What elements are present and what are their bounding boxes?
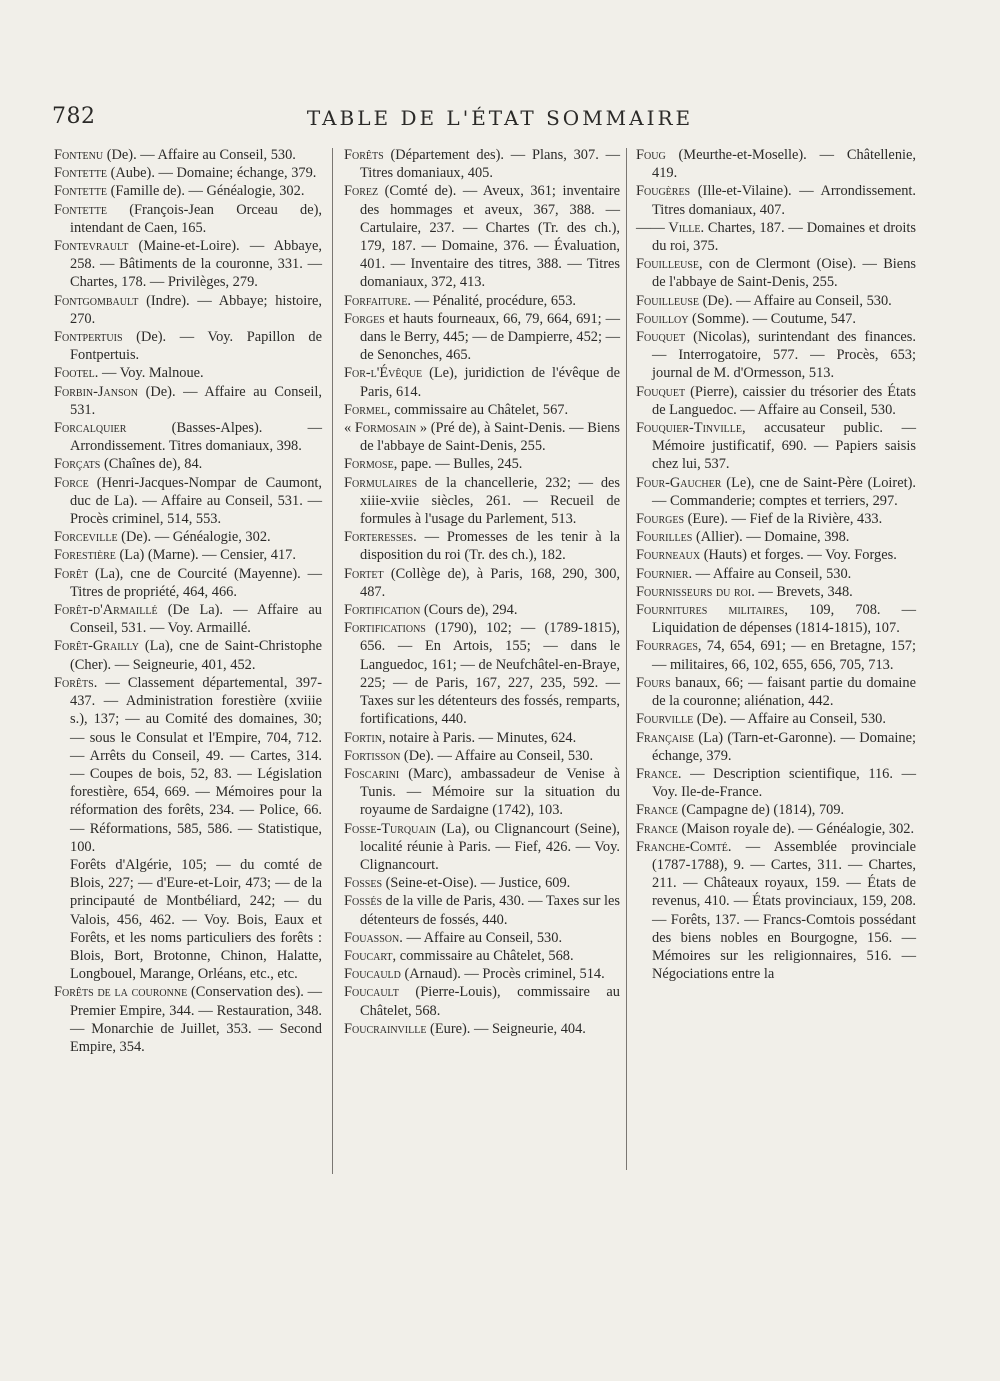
entry-text: . — Voy. Malnoue. [94,365,204,382]
index-entry [636,182,916,218]
index-entry [54,455,322,473]
entry-heading: Fouilleuse [636,256,699,273]
index-entry [636,729,916,765]
entry-text: , con de Clermont (Oise). — Biens de l'abbaye de Saint-Denis, 255. [652,256,916,291]
entry-text: . — Classement départemental, 397-437. — Administration forestière (xviiie s.), 137; — au Comité des domaines, 30; — sous le Consulat et l'Empire, 704, 712. — Arrêts du Conseil, 49. — Cartes, 314. — Coupes de bois, 52, 83. — Législation forestière, 654, 669. — Mémoires pour la réformation des forêts, 234. — Police, 66. — Réformations, 585, 586. — Statistique, 100. [70,674,322,855]
index-entry [54,637,322,673]
index-entry [54,146,322,164]
entry-heading: Forez [344,183,379,200]
entry-text: (Comté de). — Aveux, 361; inventaire des hommages et aveux, 367, 388. — Cartulaire, 237. — Chartes (Tr. des ch.), 179, 187. — Domaine, 376. — Évaluation, 401. — Inventaire des titres, 388. — Titres domaniaux, 372, 413. [360,183,620,291]
index-entry [344,182,620,291]
entry-text: (Hauts) et forges. — Voy. Forges. [700,547,897,564]
index-entry [54,182,322,200]
index-entry [636,419,916,474]
entry-text: de la ville de Paris, 430. — Taxes sur les détenteurs de fossés, 440. [360,893,620,928]
entry-heading: Formulaires [344,474,418,491]
entry-heading: Forestière [54,547,116,564]
entry-heading: Foug [636,147,666,163]
entry-heading: France [636,820,678,837]
entry-text: banaux, 66; — faisant partie du domaine de la couronne; aliénation, 442. [652,674,916,710]
entry-heading: Fourrages [636,638,698,655]
entry-text: (De). — Affaire au Conseil, 530. [699,292,892,309]
entry-heading: Fosses [344,875,383,892]
entry-heading: Forcalquier [54,420,127,437]
index-entry [344,292,620,310]
entry-heading: Four-Gaucher [636,474,722,491]
entry-text: (1790), 102; — (1789-1815), 656. — En Artois, 155; — dans le Languedoc, 161; — de Neufchâtel-en-Braye, 225; — de Paris, 167, 227, 235, 592. — Taxes sur les détenteurs des fossés, remparts, fortifications, 440. [360,620,620,728]
entry-heading: Franche-Comté [636,838,728,855]
index-entry [344,565,620,601]
index-entry [344,474,620,529]
entry-text: , 74, 654, 691; — en Bretagne, 157; — militaires, 66, 102, 655, 656, 705, 713. [652,638,916,673]
index-entry [636,710,916,728]
entry-text: (La) (Tarn-et-Garonne). — Domaine; échange, 379. [652,729,916,764]
entry-heading: Fouilleuse [636,292,699,309]
entry-heading: Fontenu [54,147,104,163]
entry-heading: Fouasson [344,929,400,946]
entry-heading: Fossés [344,893,383,910]
entry-heading: Fortisson [344,747,401,764]
entry-heading: France [636,765,678,782]
index-entry [344,874,620,892]
index-entry [344,455,620,473]
entry-text: . — Affaire au Conseil, 530. [688,565,852,582]
entry-heading: Fontgombault [54,292,139,309]
entry-text: (Ille-et-Vilaine). — Arrondissement. Titres domaniaux, 407. [652,183,916,218]
column-divider [626,148,627,1170]
entry-text: et hauts fourneaux, 66, 79, 664, 691; — dans le Berry, 445; — de Dampierre, 452; — de Senonches, 465. [360,310,620,364]
entry-text: (Somme). — Coutume, 547. [688,310,856,327]
entry-heading: « Formosain » [344,420,428,437]
entry-heading: Forfaiture [344,292,408,309]
index-entry [344,364,620,400]
index-entry [54,601,322,637]
entry-text: (Famille de). — Généalogie, 302. [107,183,305,200]
entry-text: (De). — Généalogie, 302. [117,529,271,546]
index-entry [636,838,916,984]
index-entry [636,765,916,801]
entry-heading: Force [54,474,89,491]
entry-text: (De). — Affaire au Conseil, 530. [400,747,594,764]
index-entry [636,801,916,819]
index-entry [344,310,620,365]
entry-heading: Fortifications [344,620,426,637]
entry-text: . — Promesses de les tenir à la disposition du roi (Tr. des ch.), 182. [360,529,620,564]
entry-text: (Cours de), 294. [420,602,518,619]
entry-heading: Formose [344,456,394,473]
entry-text: Forêts d'Algérie, 105; — du comté de Blois, 227; — d'Eure-et-Loir, 473; — de la principauté de Montbéliard, 242; — du Valois, 456, 462. — Voy. Bois, Eaux et Forêts, et les noms particuliers des forêts : Blois, Bort, Brotonne, Chinon, Halatte, Longbouel, Marange, Orléans, etc., etc. [70,856,322,983]
entry-heading: Fortification [344,602,421,619]
entry-text: , pape. — Bulles, 245. [393,456,523,473]
entry-text: , accusateur public. — Mémoire justificatif, 690. — Papiers saisis chez lui, 537. [652,420,916,473]
entry-text: (Campagne de) (1814), 709. [677,802,845,819]
index-entry [54,201,322,237]
entry-text: (Maine-et-Loire). — Abbaye, 258. — Bâtiments de la couronne, 331. — Chartes, 178. — Privilèges, 279. [70,238,322,291]
entry-text: (Basses-Alpes). — Arrondissement. Titres domaniaux, 398. [70,420,322,455]
index-entry [636,474,916,510]
entry-heading: Fours [636,674,671,691]
index-entry [344,765,620,820]
index-entry [344,947,620,965]
entry-text: (Le), juridiction de l'évêque de Paris, 614. [360,365,620,400]
entry-text: (Conservation des). — Premier Empire, 344. — Restauration, 348. — Monarchie de Juillet, 353. — Second Empire, 354. [70,984,322,1055]
entry-heading: Fourges [636,511,685,528]
entry-heading: Footel [54,365,95,382]
entry-text: (Pierre), caissier du trésorier des États de Languedoc. — Affaire au Conseil, 530. [652,383,916,418]
entry-text: . — Pénalité, procédure, 653. [407,292,577,309]
entry-heading: Fougères [636,183,691,200]
entry-text: , commissaire au Châtelet, 567. [387,401,569,418]
index-entry [54,292,322,328]
entry-text: (De). — Affaire au Conseil, 531. [70,383,322,418]
page-number: 782 [52,104,96,129]
index-entry [344,892,620,928]
index-entry [344,528,620,564]
index-entry [344,929,620,947]
index-entry [54,983,322,1056]
entry-text: (Eure). — Seigneurie, 404. [426,1020,586,1037]
index-entry [636,146,916,182]
column-divider [332,148,333,1174]
entry-heading: Fourilles [636,529,693,546]
entry-heading: Fouilloy [636,310,689,327]
index-entry [344,419,620,455]
index-entry [344,965,620,983]
entry-text: (Nicolas), surintendant des finances. — Interrogatoire, 577. — Procès, 653; journal de M. d'Ormesson, 513. [652,329,916,382]
index-entry [54,419,322,455]
entry-heading: Forteresses [344,529,414,546]
entry-text: (La) (Marne). — Censier, 417. [115,547,296,564]
index-entry [344,619,620,728]
entry-heading: Fontette [54,201,107,218]
entry-heading: Forêt [54,565,89,582]
entry-heading: Foucauld [344,966,401,983]
entry-heading: Fortin [344,729,382,746]
entry-text: (Meurthe-et-Moselle). — Châtellenie, 419. [652,147,916,182]
index-column-1 [54,146,322,1056]
entry-heading: Forêts [344,147,384,163]
index-entry [54,237,322,292]
entry-text: , 109, 708. — Liquidation de dépenses (1814-1815), 107. [652,602,916,637]
entry-text: (Collège de), à Paris, 168, 290, 300, 487. [360,565,620,600]
index-entry [344,1020,620,1038]
entry-heading: France [636,802,678,819]
index-entry [54,528,322,546]
entry-text: . — Brevets, 348. [751,583,853,600]
entry-text: (Le), cne de Saint-Père (Loiret). — Commanderie; comptes et terriers, 297. [652,474,916,509]
entry-heading: Fortet [344,565,384,582]
entry-text: (De La). — Affaire au Conseil, 531. — Voy. Armaillé. [70,602,322,637]
index-entry [344,747,620,765]
index-entry [636,255,916,291]
index-entry [54,164,322,182]
entry-heading: Formel [344,401,388,418]
index-entry [636,820,916,838]
entry-text: de la chancellerie, 232; — des xiiie-xviie siècles, 261. — Recueil de formules à l'usage du Parlement, 513. [360,474,620,528]
index-entry [54,674,322,856]
running-title: TABLE DE L'ÉTAT SOMMAIRE [306,106,694,130]
entry-text: (Henri-Jacques-Nompar de Caumont, duc de La). — Affaire au Conseil, 531. — Procès criminel, 514, 553. [70,474,322,528]
entry-text: (Aube). — Domaine; échange, 379. [107,165,317,182]
entry-text: . Chartes, 187. — Domaines et droits du roi, 375. [652,219,916,255]
index-entry [636,637,916,673]
index-entry [344,820,620,875]
entry-text: . — Affaire au Conseil, 530. [399,929,563,946]
entry-heading: Fournier [636,565,689,582]
entry-heading: —— Ville [636,219,701,236]
entry-heading: Fontevrault [54,238,129,255]
entry-text: (La), cne de Saint-Christophe (Cher). — Seigneurie, 401, 452. [70,638,322,673]
entry-text: (La), cne de Courcité (Mayenne). — Titres de propriété, 464, 466. [70,565,322,600]
entry-heading: For-l'Évêque [344,365,423,382]
index-entry [344,729,620,747]
entry-text: (Allier). — Domaine, 398. [692,529,850,546]
entry-text: (De). — Affaire au Conseil, 530. [103,147,296,163]
index-column-3 [636,146,916,983]
entry-text: (De). — Voy. Papillon de Fontpertuis. [70,329,322,364]
entry-text: (Indre). — Abbaye; histoire, 270. [70,292,322,327]
entry-heading: Fournitures militaires [636,602,785,619]
entry-heading: Fournisseurs du roi [636,583,752,600]
entry-heading: Fontette [54,183,107,200]
index-column-2 [344,146,620,1038]
entry-heading: Fontette [54,165,107,182]
entry-heading: Fourville [636,711,694,728]
entry-heading: Forêt-d'Armaillé [54,602,158,619]
entry-heading: Fouquet [636,383,686,400]
index-entry [344,401,620,419]
entry-text: (Chaînes de), 84. [100,456,203,473]
entry-heading: Forêts [54,674,94,691]
entry-text: , notaire à Paris. — Minutes, 624. [381,729,577,746]
entry-text: (Eure). — Fief de la Rivière, 433. [684,511,883,528]
entry-heading: Forêts de la couronne [54,984,188,1001]
index-entry [54,364,322,382]
entry-text: . — Assemblée provinciale (1787-1788), 9. — Cartes, 311. — Chartes, 211. — Châteaux royaux, 159. — États de revenus, 410. — États provinciaux, 159, 208. — Forêts, 137. — Francs-Comtois possédant des biens nobles en Bourgogne, 156. — Mémoires sur les religionnaires, 516. — Négociations entre la [652,838,916,983]
entry-text: (Pré de), à Saint-Denis. — Biens de l'abbaye de Saint-Denis, 255. [360,420,620,455]
index-entry [636,510,916,528]
entry-heading: Foucart [344,947,393,964]
index-entry [636,528,916,546]
entry-heading: Fourneaux [636,547,701,564]
index-entry [636,383,916,419]
entry-heading: Française [636,729,695,746]
entry-heading: Forçats [54,456,101,473]
entry-text: (Maison royale de). — Généalogie, 302. [677,820,915,837]
entry-text: (Arnaud). — Procès criminel, 514. [400,966,605,983]
index-entry [54,546,322,564]
entry-text: (Département des). — Plans, 307. — Titres domaniaux, 405. [360,147,620,182]
index-entry [636,310,916,328]
index-entry [636,674,916,710]
index-entry [344,601,620,619]
index-entry [344,983,620,1019]
index-entry [636,219,916,255]
entry-text: (La), ou Clignancourt (Seine), localité réunie à Paris. — Fief, 426. — Voy. Clignancourt. [360,820,620,873]
index-entry [54,565,322,601]
entry-heading: Forceville [54,529,118,546]
index-entry [54,856,322,983]
index-entry [54,474,322,529]
entry-text: . — Description scientifique, 116. — Voy. Ile-de-France. [652,765,916,801]
index-entry [344,146,620,182]
entry-text: , commissaire au Châtelet, 568. [392,947,574,964]
entry-heading: Fontpertuis [54,329,123,346]
entry-heading: Forges [344,310,385,327]
entry-heading: Foscarini [344,765,400,782]
entry-text: (François-Jean Orceau de), intendant de Caen, 165. [70,201,322,236]
entry-heading: Foucrainville [344,1020,427,1037]
index-entry [636,328,916,383]
index-entry [636,546,916,564]
index-entry [636,292,916,310]
entry-heading: Foucault [344,984,399,1001]
entry-text: (Pierre-Louis), commissaire au Châtelet, 568. [360,984,620,1019]
entry-text: (De). — Affaire au Conseil, 530. [693,711,886,728]
index-entry [636,601,916,637]
entry-heading: Fouquier-Tinville [636,420,743,437]
entry-heading: Fouquet [636,329,686,346]
entry-heading: Fosse-Turquain [344,820,437,837]
entry-heading: Forbin-Janson [54,383,138,400]
index-entry [54,328,322,364]
index-entry [636,565,916,583]
index-entry [54,383,322,419]
entry-text: (Marc), ambassadeur de Venise à Tunis. — Mémoire sur la situation du royaume de Sardaigne (1742), 103. [360,765,620,819]
entry-text: (Seine-et-Oise). — Justice, 609. [382,875,571,892]
entry-heading: Forêt-Grailly [54,638,139,655]
index-entry [636,583,916,601]
